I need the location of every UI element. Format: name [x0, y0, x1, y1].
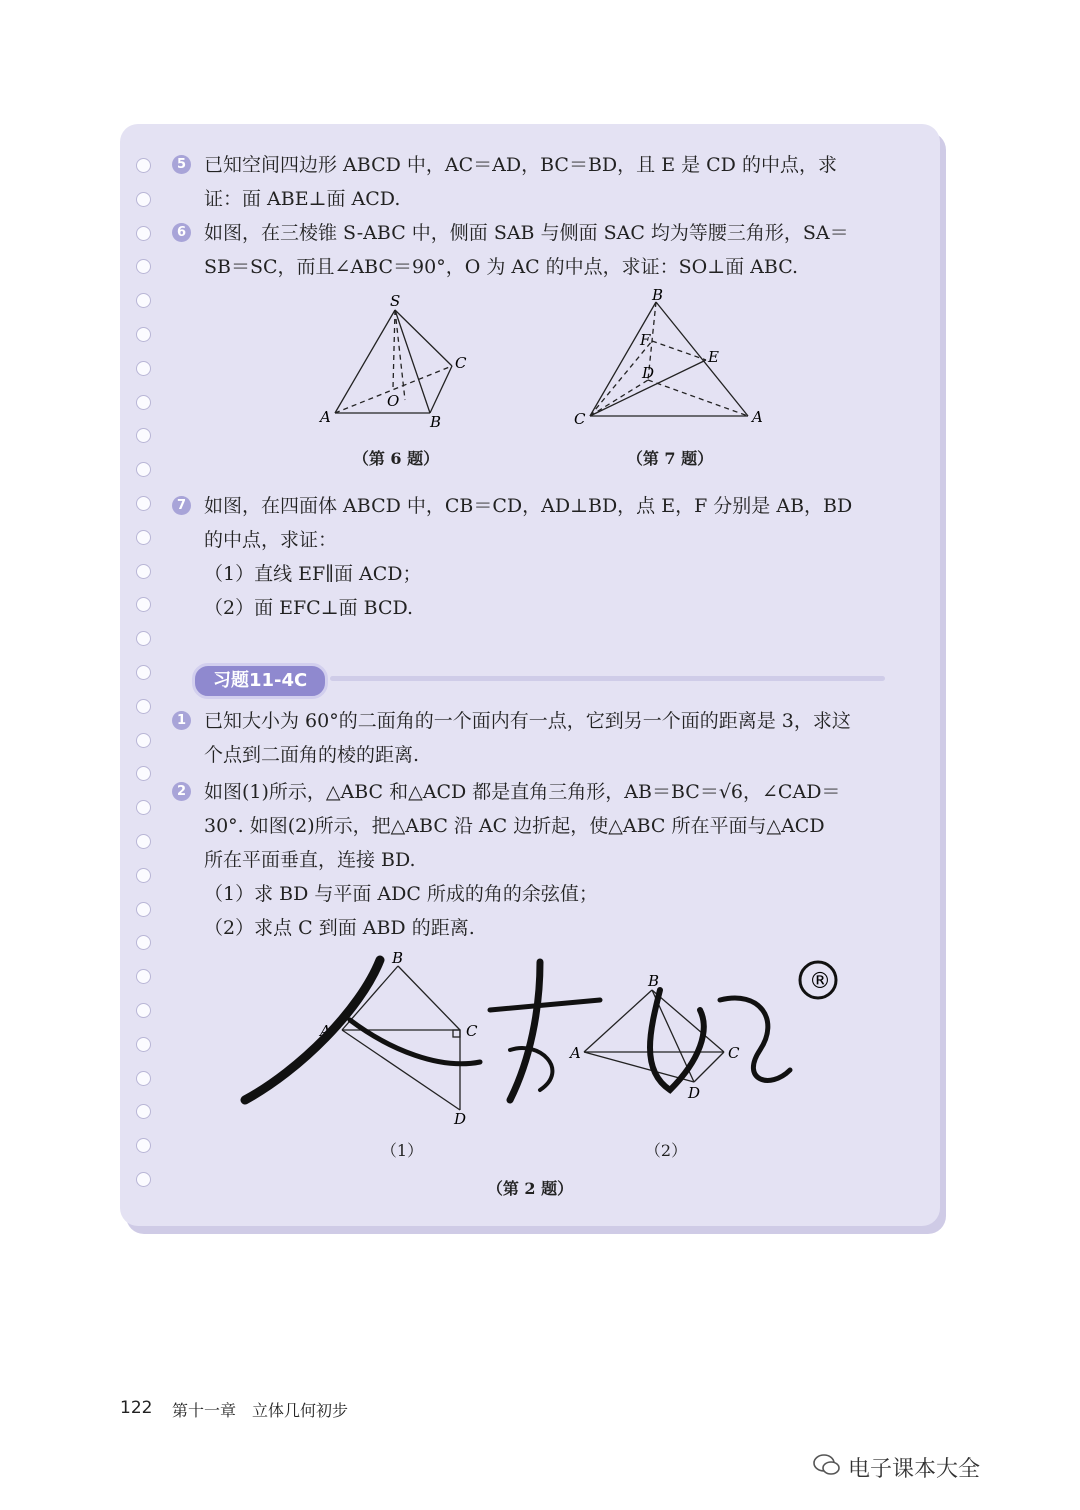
question-line: （1）直线 EF∥面 ACD；	[204, 563, 422, 585]
label-O: O	[387, 392, 400, 410]
binder-ring	[136, 868, 151, 883]
binder-ring	[136, 327, 151, 342]
binder-ring	[136, 902, 151, 917]
label-D: D	[688, 1084, 701, 1102]
binder-ring	[136, 564, 151, 579]
exercise-question-2	[172, 775, 912, 945]
binder-ring	[136, 192, 151, 207]
question-line: （1）求 BD 与平面 ADC 所成的角的余弦值；	[204, 883, 598, 905]
label-C: C	[466, 1022, 478, 1040]
question-number-badge: 6	[172, 223, 191, 242]
question-line: （2）面 EFC⊥面 BCD.	[204, 597, 414, 619]
binder-ring	[136, 665, 151, 680]
binder-ring	[136, 1071, 151, 1086]
question-line: 的中点，求证：	[204, 529, 338, 551]
label-B: B	[652, 288, 664, 304]
question-7	[172, 489, 912, 625]
question-5	[172, 148, 912, 216]
figure-6-pyramid	[310, 288, 490, 438]
label-A: A	[570, 1044, 581, 1062]
exercise-divider	[330, 676, 885, 681]
question-line: 个点到二面角的棱的距离.	[204, 744, 420, 766]
binder-ring	[136, 395, 151, 410]
question-line: 如图(1)所示，△ABC 和△ACD 都是直角三角形，AB＝BC＝√6，∠CAD＝	[204, 781, 841, 803]
figure-7-tetrahedron	[568, 288, 778, 438]
question-line: SB＝SC，而且∠ABC＝90°，O 为 AC 的中点，求证：SO⊥面 ABC.	[204, 256, 799, 278]
label-S: S	[390, 292, 401, 310]
label-F: F	[640, 331, 651, 349]
question-line: 已知大小为 60°的二面角的一个面内有一点，它到另一个面的距离是 3，求这	[204, 710, 851, 732]
binder-ring	[136, 158, 151, 173]
figure-2-caption: （第 2 题）	[486, 1179, 574, 1198]
question-line: 已知空间四边形 ABCD 中，AC＝AD，BC＝BD，且 E 是 CD 的中点，求	[204, 154, 837, 176]
binder-ring	[136, 496, 151, 511]
binder-ring	[136, 1037, 151, 1052]
label-B: B	[392, 950, 404, 967]
question-number-badge: 7	[172, 496, 191, 515]
registered-mark: ®	[809, 969, 831, 994]
figure-2-sub1-caption: （1）	[380, 1141, 424, 1160]
label-D: D	[642, 364, 655, 382]
binder-ring	[136, 733, 151, 748]
label-A: A	[320, 1022, 331, 1040]
label-D: D	[454, 1110, 467, 1128]
wechat-icon	[812, 1450, 842, 1480]
binder-ring	[136, 1003, 151, 1018]
figure-6-caption: （第 6 题）	[352, 449, 440, 468]
binder-ring	[136, 361, 151, 376]
label-C: C	[455, 354, 467, 372]
question-line: 30°. 如图(2)所示，把△ABC 沿 AC 边折起，使△ABC 所在平面与△ACD	[204, 815, 825, 837]
binder-ring	[136, 1172, 151, 1187]
page-number: 122	[120, 1398, 153, 1418]
label-A: A	[320, 408, 331, 426]
question-number-badge: 1	[172, 711, 191, 730]
question-line: 如图，在三棱锥 S-ABC 中，侧面 SAB 与侧面 SAC 均为等腰三角形，SA＝	[204, 222, 849, 244]
figure-2-sub2-caption: （2）	[644, 1141, 688, 1160]
label-E: E	[708, 348, 719, 366]
label-A: A	[752, 408, 763, 426]
binder-ring	[136, 226, 151, 241]
binder-ring	[136, 834, 151, 849]
wechat-watermark: 电子课本大全	[848, 1457, 981, 1482]
question-line: 证：面 ABE⊥面 ACD.	[204, 188, 401, 210]
question-number-badge: 5	[172, 155, 191, 174]
question-6	[172, 216, 912, 284]
label-C: C	[574, 410, 586, 428]
exercise-heading: 习题11-4C	[192, 663, 328, 699]
figure-7-caption: （第 7 题）	[626, 449, 714, 468]
question-line: 所在平面垂直，连接 BD.	[204, 849, 416, 871]
question-line: （2）求点 C 到面 ABD 的距离.	[204, 917, 475, 939]
publisher-logo-watermark	[240, 950, 840, 1110]
exercise-question-1	[172, 704, 912, 772]
binder-ring	[136, 530, 151, 545]
question-number-badge: 2	[172, 782, 191, 801]
binder-ring	[136, 699, 151, 714]
chapter-title: 第十一章 立体几何初步	[172, 1401, 349, 1420]
question-line: 如图，在四面体 ABCD 中，CB＝CD，AD⊥BD，点 E，F 分别是 AB，BD	[204, 495, 853, 517]
label-B: B	[648, 972, 660, 990]
label-C: C	[728, 1044, 740, 1062]
label-B: B	[430, 413, 442, 431]
